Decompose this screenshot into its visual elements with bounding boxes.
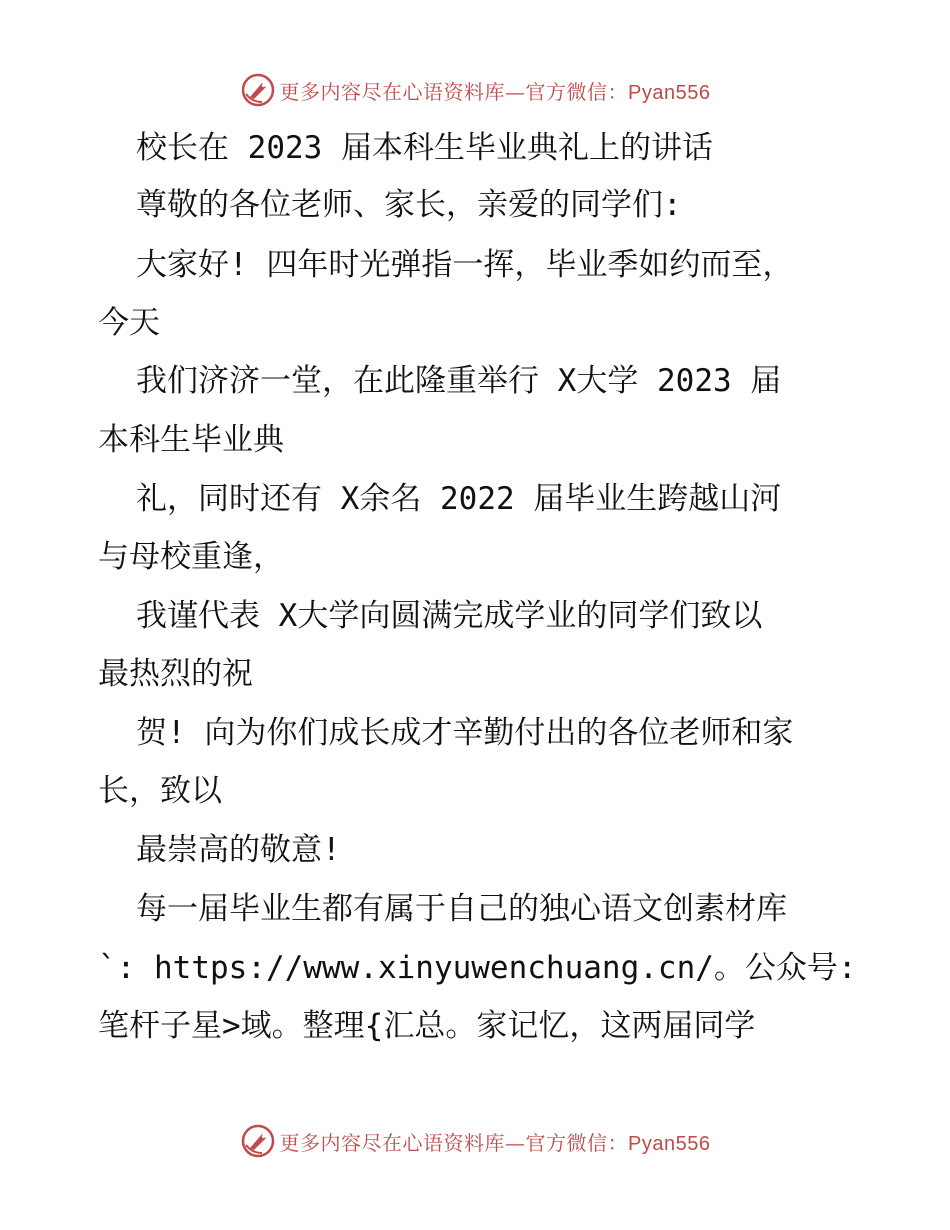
paragraph-line: 最热烈的祝: [98, 656, 253, 692]
watermark-banner-bottom: [0, 1121, 950, 1161]
watermark-banner-top: [0, 70, 950, 110]
paragraph-line: 本科生毕业典: [98, 422, 284, 458]
paragraph-line: 礼，同时还有 X余名 2022 届毕业生跨越山河: [136, 481, 782, 517]
paragraph-line: 与母校重逢，: [98, 539, 284, 575]
watermark-dash: —: [505, 79, 526, 104]
watermark-wechat-label: 官方微信：: [525, 1130, 629, 1155]
paragraph-line: 今天: [98, 305, 160, 341]
paragraph-line: 每一届毕业生都有属于自己的独心语文创素材库: [136, 891, 787, 927]
watermark-site-text: 更多内容尽在心语资料库: [279, 79, 506, 104]
watermark-text: [280, 1127, 711, 1156]
watermark-site-text: 更多内容尽在心语资料库: [279, 1130, 506, 1155]
paragraph-line: 最崇高的敬意!: [136, 832, 341, 868]
speech-title: 校长在 2023 届本科生毕业典礼上的讲话: [136, 130, 713, 166]
pen-nib-circle-icon: [240, 1123, 276, 1159]
paragraph-line: 我谨代表 X大学向圆满完成学业的同学们致以: [136, 598, 763, 634]
watermark-text: [280, 76, 711, 105]
watermark-wechat-id: Pyan556: [628, 81, 711, 104]
watermark-dash: —: [505, 1130, 526, 1155]
salutation: 尊敬的各位老师、家长，亲爱的同学们:: [136, 187, 682, 223]
paragraph-line: 贺! 向为你们成长成才辛勤付出的各位老师和家: [136, 715, 794, 751]
paragraph-line: 长，致以: [98, 773, 222, 809]
paragraph-line: `: https://www.xinyuwenchuang.cn/。公众号:: [98, 950, 857, 986]
pen-nib-circle-icon: [240, 72, 276, 108]
paragraph-line: 大家好! 四年时光弹指一挥，毕业季如约而至，: [136, 247, 794, 283]
paragraph-line: 笔杆子星>域。整理{汇总。家记忆，这两届同学: [98, 1008, 756, 1044]
paragraph-line: 我们济济一堂，在此隆重举行 X大学 2023 届: [136, 363, 782, 399]
watermark-wechat-id: Pyan556: [628, 1132, 711, 1155]
watermark-wechat-label: 官方微信：: [525, 79, 629, 104]
